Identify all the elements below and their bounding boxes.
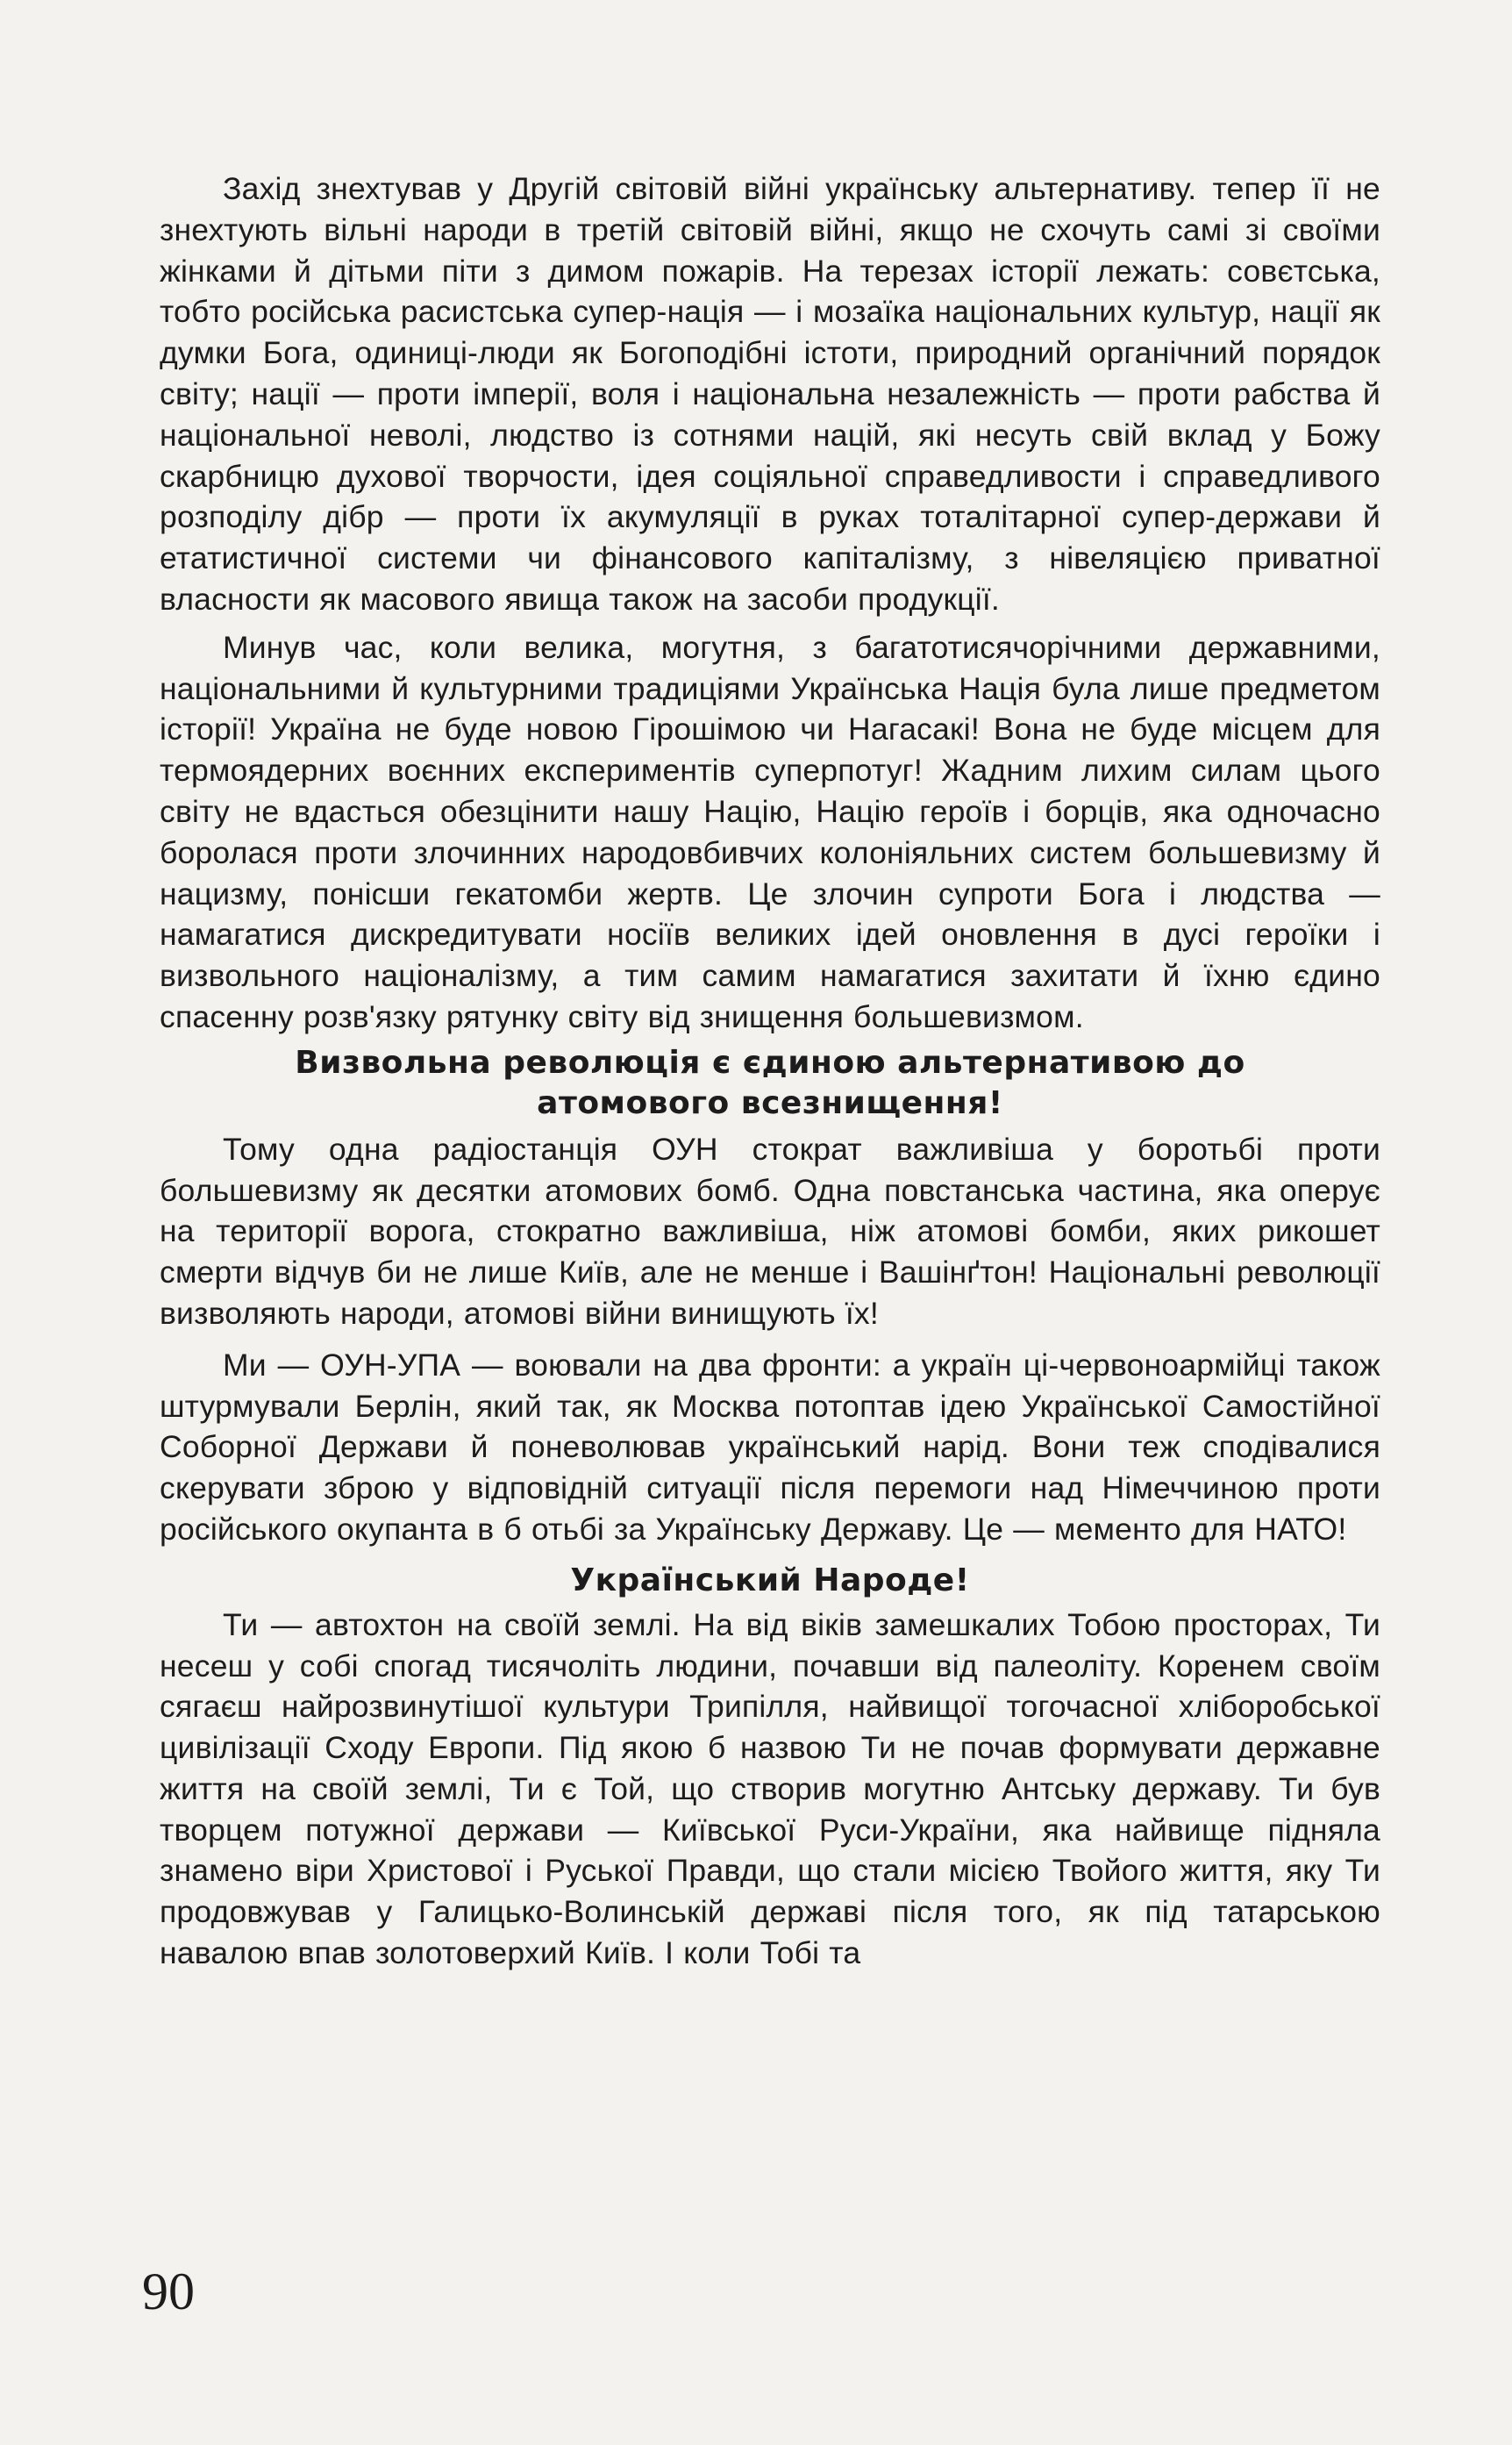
section-heading-2: Український Народе! <box>570 1562 970 1598</box>
page-text <box>160 168 1380 1974</box>
paragraph-5: Ти — автохтон на своїй землі. На від віків замешкалих Тобою просторах, Ти несеш у собі спогад тисячоліть людини, почавши від палеоліту. Коренем своїм сягаєш найрозвинутішої культури Трипілля, найвищої тогочасної хліборобської цивілізації Сходу Европи. Під якою б назвою Ти не почав формувати державне життя на своїй землі, Ти є Той, що створив могутню Антську державу. Ти був творцем потужної держави — Київської Руси-України, яка найвище піднялa знамено віри Христової і Руської Правди, що стали місією Твойого життя, яку Ти продовжував у Галицько-Волинській державі після того, як під татарською навалою впав золотоверхий Київ. І коли Тобі та <box>160 1606 1380 1971</box>
page-number: 90 <box>142 2263 195 2320</box>
paragraph-3: Тому одна радіостанція ОУН стократ важливіша у боротьбі проти большевизму як десятки атомових бомб. Одна повстанська частина, яка оперує на території ворога, стократно важливіша, ніж атомові бомби, яких рикошет смерти відчув би не лише Київ, але не менше і Вашінґтон! Національні революції визволяють народи, атомові війни винищують їх! <box>160 1131 1380 1331</box>
paragraph-2: Минув час, коли велика, могутня, з багатотисячорічними державними, національними й культурними традиціями Українська Нація була лише предметом історії! Україна не буде новою Гірошімою чи Нагасакі! Вона не буде місцем для термоядерних воєнних експериментів суперпотуг! Жадним лихим силам цього світу не вдасться обезцінити нашу Націю, Націю героїв і борців, яка одночасно боролася проти злочинних народовбивчих колоніяльних систем большевизму й нацизму, понісши гекатомби жертв. Це злочин супроти Бога і людства — намагатися дискредитувати носіїв великих ідей оновлення в дусі героїки і визвольного націоналізму, а тим самим намагатися захитати й їхню єдино спасенну розв'язку рятунку світу від знищення большевизмом. <box>160 629 1380 1034</box>
paragraph-4: Ми — ОУН-УПА — воювали на два фронти: а україн ці-червоноармійці також штурмували Берлін, який так, як Москва потоптав ідею Української Самостійної Соборної Держави й поневолював український нарід. Вони теж сподівалися скерувати зброю у відповідній ситуації після перемоги над Німеччиною проти російського окупанта в б отьбі за Українську Державу. Це — мементо для НАТО! <box>160 1347 1380 1547</box>
paragraph-1: Захід знехтував у Другій світовій війні українську альтернативу. тепер її не знехтують вільні народи в третій світовій війні, якщо не схочуть самі зі своїми жінками й дітьми піти з димом пожарів. На терезах історії лежать: совєтська, тобто російська расистська супер-нація — і мозаїка національних культур, нації як думки Бога, одиниці-люди як Богоподібні істоти, природний органічний порядок світу; нації — проти імперії, воля і національна незалежність — проти рабства й національної неволі, людство із сотнями націй, які несуть свій вклад у Божу скарбницю духової творчости, ідея соціяльної справедливости і справедливого розподілу дібр — проти їх акумуляції в руках тоталітарної супер-держави й етатистичної системи чи фінансового капіталізму, з нівеляцією приватної власности як масового явища також на засоби продукції. <box>160 171 1380 617</box>
section-heading-1: Визвольна революція є єдиною альтернативою до атомового всезнищення! <box>295 1044 1245 1121</box>
